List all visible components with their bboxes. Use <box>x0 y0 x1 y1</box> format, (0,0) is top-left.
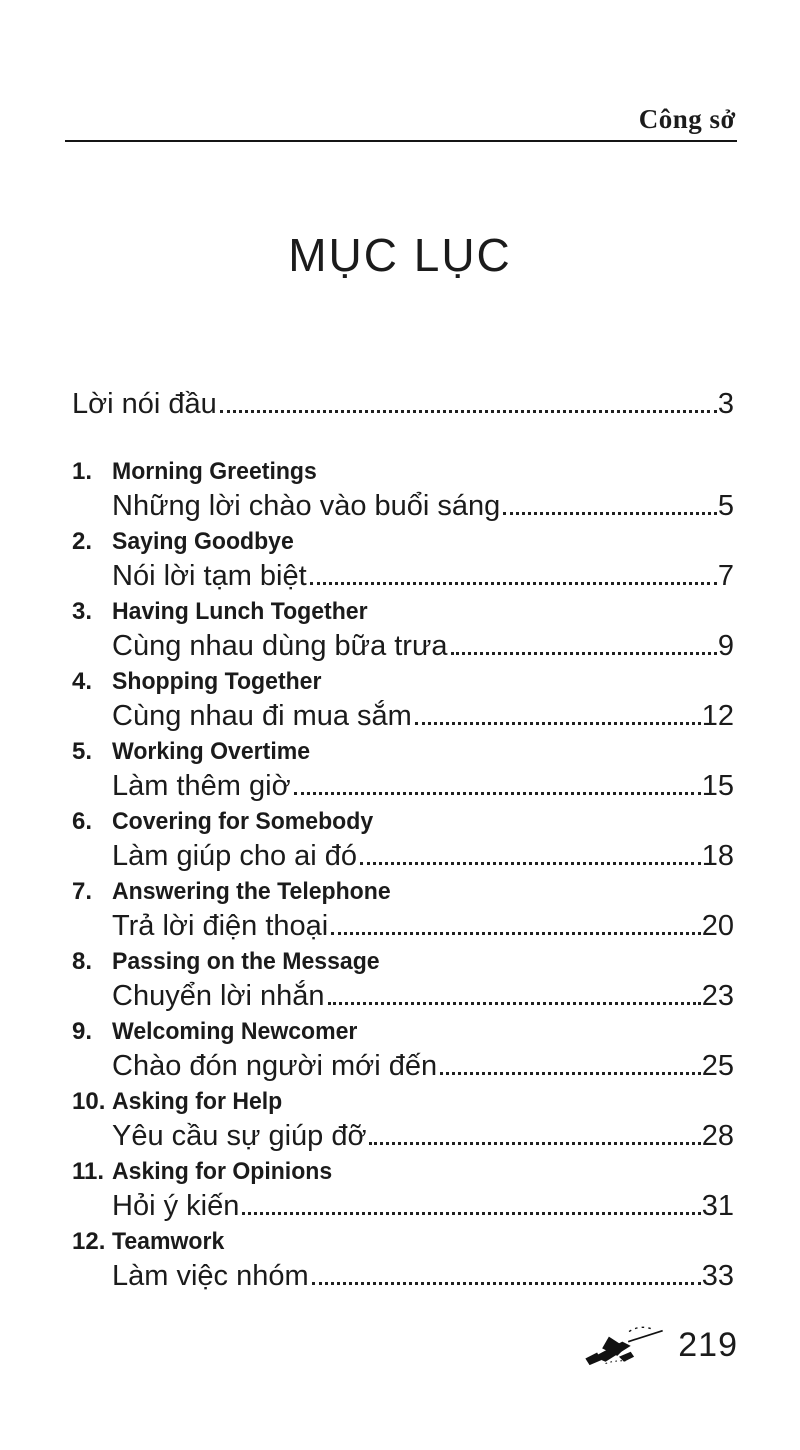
entry-title-en: Passing on the Message <box>112 947 380 975</box>
entry-page-number: 28 <box>701 1119 734 1152</box>
dot-leader <box>440 1072 701 1075</box>
entry-title-en: Welcoming Newcomer <box>112 1017 358 1045</box>
entry-number: 3. <box>72 597 93 625</box>
preface-label: Lời nói đầu <box>72 387 217 420</box>
entry-title-vi: Làm việc nhóm <box>112 1259 309 1292</box>
entry-page-number: 15 <box>701 769 734 802</box>
entry-title-vi: Nói lời tạm biệt <box>112 559 307 592</box>
entry-number: 1. <box>72 457 93 485</box>
entry-number: 12. <box>72 1227 106 1255</box>
entry-title-vi: Làm thêm giờ <box>112 769 291 802</box>
header-rule <box>65 140 737 142</box>
entry-title-vi: Chào đón người mới đến <box>112 1049 438 1082</box>
running-header: Công sở <box>638 104 736 134</box>
toc-list <box>0 387 800 1295</box>
entry-title-vi: Hỏi ý kiến <box>112 1189 240 1222</box>
entry-page-number: 12 <box>701 699 734 732</box>
entry-title-vi: Những lời chào vào buổi sáng <box>112 489 501 522</box>
entry-number: 6. <box>72 807 93 835</box>
dot-leader <box>331 932 701 935</box>
entry-title-vi: Làm giúp cho ai đó <box>112 839 358 872</box>
entry-number: 9. <box>72 1017 93 1045</box>
entry-page-number: 5 <box>717 489 734 522</box>
entry-title-en: Asking for Help <box>112 1087 283 1115</box>
entry-number: 8. <box>72 947 93 975</box>
entry-title-vi: Chuyển lời nhắn <box>112 979 325 1012</box>
entry-title-en: Shopping Together <box>112 667 322 695</box>
entry-number: 2. <box>72 527 93 555</box>
entry-page-number: 25 <box>701 1049 734 1082</box>
dot-leader <box>369 1142 700 1145</box>
entry-title-en: Answering the Telephone <box>112 877 391 905</box>
entry-page-number: 7 <box>717 559 734 592</box>
entry-title-vi: Cùng nhau đi mua sắm <box>112 699 412 732</box>
dot-leader <box>312 1282 701 1285</box>
page-title: MỤC LỤC <box>288 229 512 282</box>
toc-entry <box>72 877 734 945</box>
entry-title-en: Having Lunch Together <box>112 597 368 625</box>
toc-entry <box>72 597 734 665</box>
toc-entry <box>72 1087 734 1155</box>
entry-page-number: 23 <box>701 979 734 1012</box>
entry-page-number: 20 <box>701 909 734 942</box>
entry-number: 7. <box>72 877 93 905</box>
preface-page-number: 3 <box>717 387 734 420</box>
entry-number: 4. <box>72 667 93 695</box>
toc-entry <box>72 1157 734 1225</box>
dot-leader <box>328 1002 701 1005</box>
dot-leader <box>220 410 717 413</box>
entry-title-en: Asking for Opinions <box>112 1157 333 1185</box>
entry-title-en: Teamwork <box>112 1227 225 1255</box>
dot-leader <box>310 582 717 585</box>
entry-title-en: Working Overtime <box>112 737 311 765</box>
toc-entry <box>72 947 734 1015</box>
entry-title-vi: Cùng nhau dùng bữa trưa <box>112 629 448 662</box>
dot-leader <box>451 652 717 655</box>
entry-page-number: 33 <box>701 1259 734 1292</box>
entry-number: 11. <box>72 1157 105 1185</box>
toc-entry-preface <box>72 387 734 421</box>
toc-entry <box>72 457 734 525</box>
entry-page-number: 9 <box>717 629 734 662</box>
dot-leader <box>294 792 701 795</box>
page-footer <box>582 1322 738 1368</box>
entry-page-number: 31 <box>701 1189 734 1222</box>
entry-title-vi: Trả lời điện thoại <box>112 909 329 942</box>
toc-entry <box>72 737 734 805</box>
entry-number: 10. <box>72 1087 106 1115</box>
toc-entry <box>72 807 734 875</box>
entry-title-en: Covering for Somebody <box>112 807 374 835</box>
dot-leader <box>360 862 701 865</box>
folio-page-number: 219 <box>678 1325 738 1364</box>
dot-leader <box>503 512 717 515</box>
entry-title-en: Saying Goodbye <box>112 527 294 555</box>
toc-entry <box>72 527 734 595</box>
dot-leader <box>242 1212 700 1215</box>
toc-entry <box>72 1017 734 1085</box>
entry-title-vi: Yêu cầu sự giúp đỡ <box>112 1119 367 1152</box>
toc-entry <box>72 1227 734 1295</box>
toc-entry <box>72 667 734 735</box>
plane-icon <box>582 1322 666 1368</box>
entry-title-en: Morning Greetings <box>112 457 317 485</box>
entry-page-number: 18 <box>701 839 734 872</box>
entry-number: 5. <box>72 737 93 765</box>
dot-leader <box>415 722 701 725</box>
